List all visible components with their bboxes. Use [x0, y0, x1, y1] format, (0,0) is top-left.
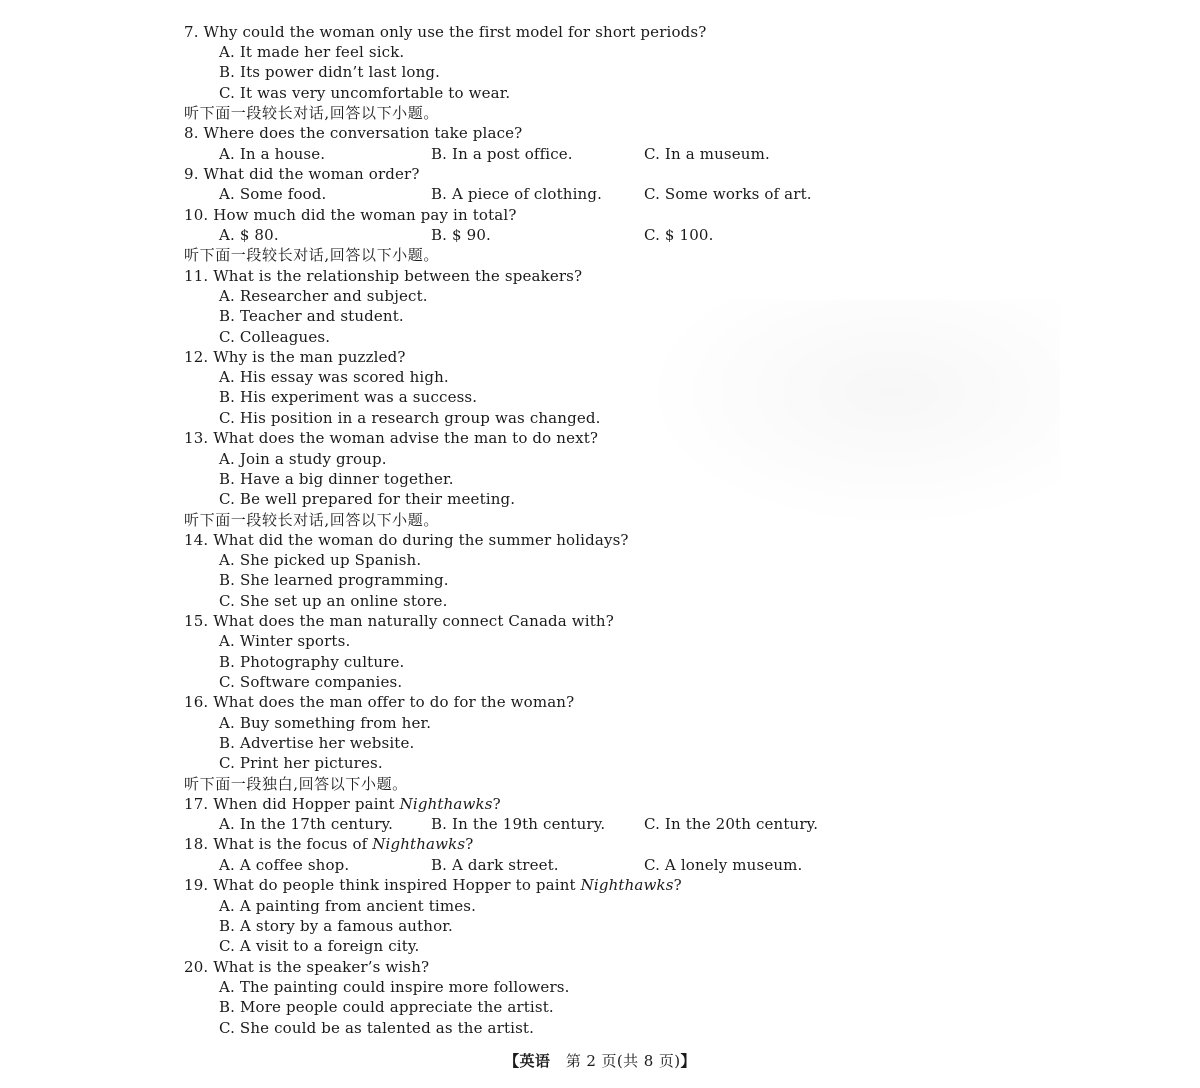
- question-17: [184, 794, 501, 814]
- q12-option-c: C. His position in a research group was changed.: [219, 409, 601, 427]
- q10-option-a: A. $ 80.: [219, 226, 279, 244]
- q11-option-b: B. Teacher and student.: [219, 307, 404, 325]
- q15-option-b: B. Photography culture.: [219, 653, 405, 671]
- q12-option-b: B. His experiment was a success.: [219, 388, 478, 406]
- q13-option-a: A. Join a study group.: [219, 450, 387, 468]
- q7-option-c: C. It was very uncomfortable to wear.: [219, 84, 511, 102]
- q19-stem-text: 19. What do people think inspired Hopper to paint: [184, 876, 581, 894]
- page-footer: [0, 1051, 1200, 1071]
- q7-option-a: A. It made her feel sick.: [219, 43, 405, 61]
- q14-option-b: B. She learned programming.: [219, 571, 449, 589]
- q18-option-c: C. A lonely museum.: [644, 856, 803, 874]
- q9-option-a: A. Some food.: [219, 185, 327, 203]
- q19-stem-title: Nighthawks: [580, 876, 674, 894]
- q18-option-a: A. A coffee shop.: [219, 856, 350, 874]
- q11-option-a: A. Researcher and subject.: [219, 287, 428, 305]
- section-instruction-2: 听下面一段较长对话,回答以下小题。: [184, 246, 439, 264]
- footer-bracket-close: 】: [680, 1052, 696, 1070]
- question-9: 9. What did the woman order?: [184, 165, 420, 183]
- q14-option-c: C. She set up an online store.: [219, 592, 448, 610]
- q13-option-c: C. Be well prepared for their meeting.: [219, 490, 516, 508]
- q20-option-a: A. The painting could inspire more followers.: [219, 978, 570, 996]
- q8-option-a: A. In a house.: [219, 145, 326, 163]
- q15-option-c: C. Software companies.: [219, 673, 403, 691]
- q8-option-b: B. In a post office.: [431, 145, 573, 163]
- q11-option-c: C. Colleagues.: [219, 328, 331, 346]
- question-14: 14. What did the woman do during the summer holidays?: [184, 531, 629, 549]
- q10-option-b: B. $ 90.: [431, 226, 491, 244]
- q20-option-c: C. She could be as talented as the artist.: [219, 1019, 535, 1037]
- q16-option-a: A. Buy something from her.: [219, 714, 432, 732]
- q17-option-b: B. In the 19th century.: [431, 815, 606, 833]
- q19-stem-end: ?: [673, 876, 682, 894]
- q18-stem-title: Nighthawks: [372, 835, 466, 853]
- question-16: 16. What does the man offer to do for the woman?: [184, 693, 575, 711]
- q17-stem-end: ?: [492, 795, 501, 813]
- q18-options: [219, 855, 919, 875]
- q18-stem-end: ?: [465, 835, 474, 853]
- q12-option-a: A. His essay was scored high.: [219, 368, 449, 386]
- q18-option-b: B. A dark street.: [431, 856, 559, 874]
- q8-option-c: C. In a museum.: [644, 145, 770, 163]
- footer-page-number: 第 2 页(共 8 页): [565, 1052, 681, 1070]
- footer-bracket-open: 【: [504, 1052, 520, 1070]
- q7-option-b: B. Its power didn’t last long.: [219, 63, 441, 81]
- question-8: 8. Where does the conversation take place?: [184, 124, 523, 142]
- q10-options: [219, 225, 919, 245]
- section-instruction-1: 听下面一段较长对话,回答以下小题。: [184, 104, 439, 122]
- section-instruction-3: 听下面一段较长对话,回答以下小题。: [184, 511, 439, 529]
- question-7: 7. Why could the woman only use the first model for short periods?: [184, 23, 707, 41]
- q17-options: [219, 814, 919, 834]
- question-18: [184, 834, 473, 854]
- q19-option-b: B. A story by a famous author.: [219, 917, 453, 935]
- q19-option-c: C. A visit to a foreign city.: [219, 937, 420, 955]
- q17-stem-title: Nighthawks: [399, 795, 493, 813]
- q14-option-a: A. She picked up Spanish.: [219, 551, 422, 569]
- scan-shadow: [640, 300, 1060, 530]
- question-15: 15. What does the man naturally connect Canada with?: [184, 612, 614, 630]
- section-instruction-4: 听下面一段独白,回答以下小题。: [184, 775, 408, 793]
- q16-option-c: C. Print her pictures.: [219, 754, 383, 772]
- q18-stem-text: 18. What is the focus of: [184, 835, 373, 853]
- q8-options: [219, 144, 919, 164]
- q9-options: [219, 184, 919, 204]
- q19-option-a: A. A painting from ancient times.: [219, 897, 477, 915]
- footer-subject: 英语: [519, 1052, 551, 1070]
- question-11: 11. What is the relationship between the speakers?: [184, 267, 583, 285]
- q9-option-b: B. A piece of clothing.: [431, 185, 603, 203]
- q10-option-c: C. $ 100.: [644, 226, 714, 244]
- question-10: 10. How much did the woman pay in total?: [184, 206, 517, 224]
- q16-option-b: B. Advertise her website.: [219, 734, 415, 752]
- question-12: 12. Why is the man puzzled?: [184, 348, 406, 366]
- q9-option-c: C. Some works of art.: [644, 185, 812, 203]
- q13-option-b: B. Have a big dinner together.: [219, 470, 454, 488]
- q17-option-c: C. In the 20th century.: [644, 815, 819, 833]
- q17-option-a: A. In the 17th century.: [219, 815, 394, 833]
- q15-option-a: A. Winter sports.: [219, 632, 351, 650]
- q17-stem-text: 17. When did Hopper paint: [184, 795, 400, 813]
- question-19: [184, 875, 682, 895]
- q20-option-b: B. More people could appreciate the artist.: [219, 998, 554, 1016]
- question-20: 20. What is the speaker’s wish?: [184, 958, 430, 976]
- question-13: 13. What does the woman advise the man to do next?: [184, 429, 599, 447]
